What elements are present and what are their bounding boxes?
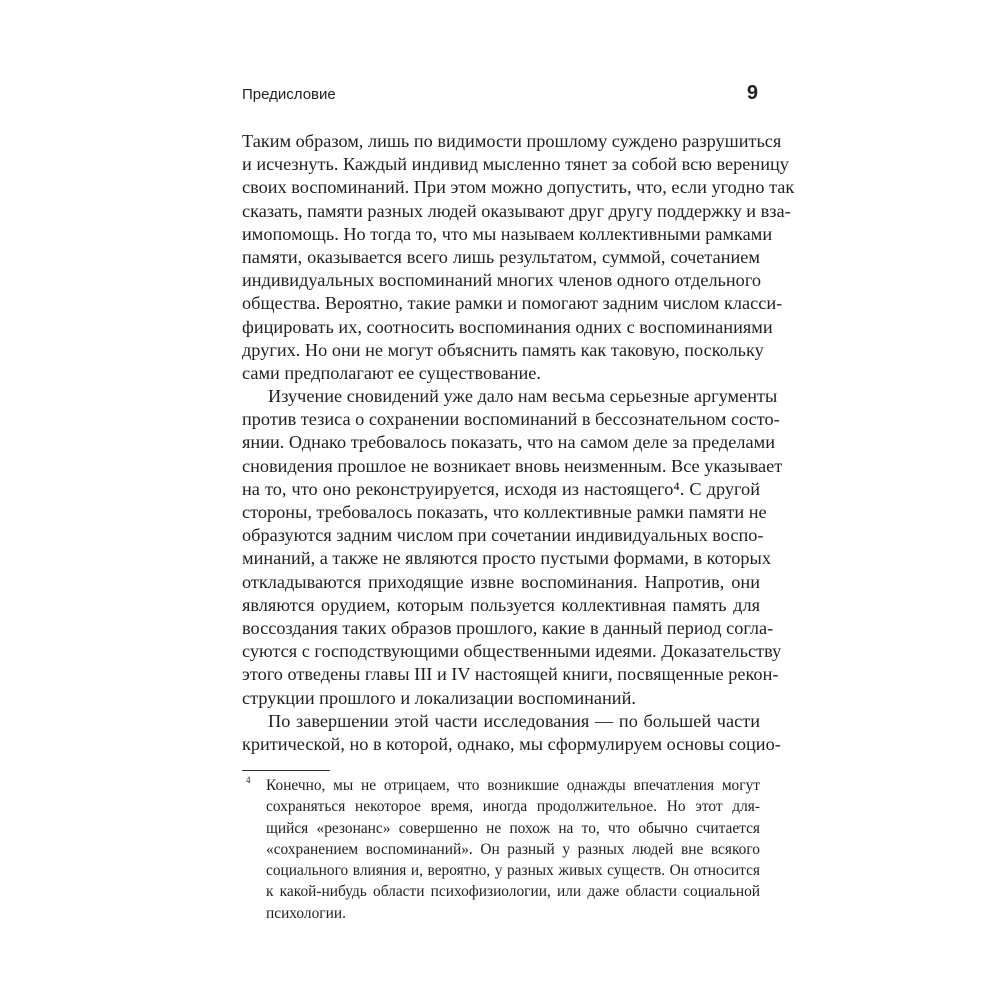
text-line: своих воспоминаний. При этом можно допустить, что, если угодно так	[242, 177, 795, 198]
footnote-number: 4	[246, 775, 251, 785]
text-line: струкции прошлого и локализации воспоминаний.	[242, 687, 636, 708]
text-line: Изучение сновидений уже дало нам весьма серьезные аргументы	[268, 386, 778, 407]
text-line: критической, но в которой, однако, мы сформулируем основы социо-	[242, 733, 781, 754]
text-line: откладываются приходящие извне воспоминания. Напротив, они	[242, 571, 760, 592]
text-line: янии. Однако требовалось показать, что на самом деле за пределами	[242, 432, 776, 453]
text-line: этого отведены главы III и IV настоящей книги, посвященные рекон-	[242, 664, 779, 685]
text-line: являются орудием, которым пользуется коллективная память для	[242, 594, 760, 615]
footnote-line: сохраняться некоторое время, иногда продолжительное. Но этот для-	[266, 798, 760, 816]
text-line: сказать, памяти разных людей оказывают друг другу поддержку и вза-	[242, 200, 791, 221]
running-title: Предисловие	[242, 86, 336, 103]
text-line: фицировать их, соотносить воспоминания одних с воспоминаниями	[242, 316, 773, 337]
text-line: сами предполагают ее существование.	[242, 362, 541, 383]
text-line: других. Но они не могут объяснить память как таковую, поскольку	[242, 339, 764, 360]
footnote-line: «сохранением воспоминаний». Он разный у разных людей вне всякого	[266, 840, 760, 858]
footnote-line: социального влияния и, вероятно, у разных живых существ. Он относится	[266, 862, 760, 880]
text-line: имопомощь. Но тогда то, что мы называем коллективными рамками	[242, 223, 773, 244]
footnote-line: щийся «резонанс» совершенно не похож на то, что обычно считается	[266, 819, 760, 837]
footnote-line: Конечно, мы не отрицаем, что возникшие однажды впечатления могут	[266, 777, 760, 794]
text-line: общества. Вероятно, такие рамки и помогают задним числом класси-	[242, 293, 783, 314]
text-line: против тезиса о сохранении воспоминаний в бессознательном состо-	[242, 409, 780, 430]
footnote-divider	[242, 770, 330, 771]
text-line: образуются задним числом при сочетании индивидуальных воспо-	[242, 525, 764, 546]
body-text	[242, 130, 795, 756]
text-line: суются с господствующими общественными идеями. Доказательству	[242, 641, 782, 662]
text-line: Таким образом, лишь по видимости прошлому суждено разрушиться	[242, 131, 782, 151]
page-number: 9	[746, 82, 758, 104]
running-header	[242, 82, 760, 108]
text-line: и исчезнуть. Каждый индивид мысленно тянет за собой всю вереницу	[242, 154, 789, 175]
text-line: сновидения прошлое не возникает вновь неизменным. Все указывает	[242, 455, 783, 476]
text-line: на то, что оно реконструируется, исходя из настоящего⁴. С другой	[242, 478, 760, 499]
text-line: По завершении этой части исследования — по большей части	[268, 710, 760, 731]
text-line: памяти, оказывается всего лишь результатом, суммой, сочетанием	[242, 246, 760, 267]
text-line: стороны, требовалось показать, что коллективные рамки памяти не	[242, 502, 767, 522]
text-line: индивидуальных воспоминаний многих членов одного отдельного	[242, 270, 762, 291]
footnote-text	[266, 775, 760, 924]
footnote-line: психологии.	[266, 904, 346, 922]
footnote-line: к какой-нибудь области психофизиологии, или даже области социальной	[266, 883, 760, 901]
text-line: минаний, а также не являются просто пустыми формами, в которых	[242, 548, 771, 569]
text-line: воссоздания таких образов прошлого, какие в данный период согла-	[242, 617, 774, 638]
